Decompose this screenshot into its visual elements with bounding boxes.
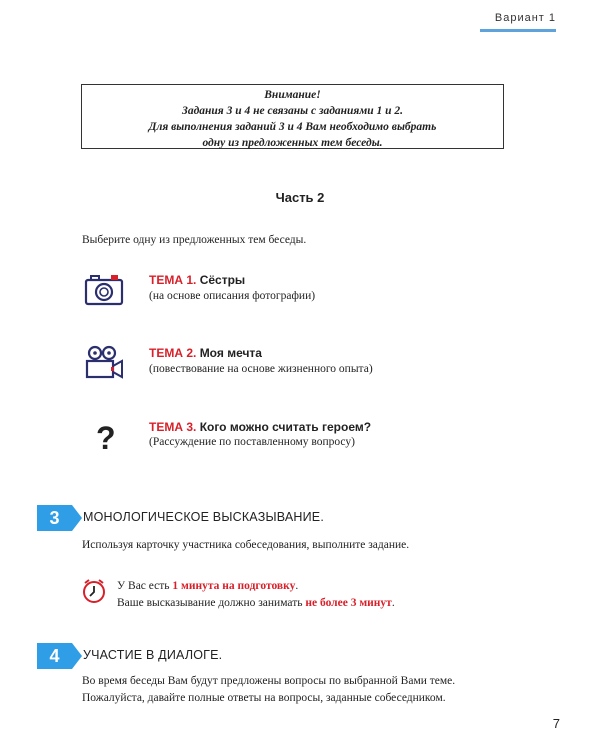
movie-camera-icon: [82, 343, 126, 383]
topic-3-name: Кого можно считать героем?: [199, 420, 372, 434]
page-number: 7: [552, 716, 560, 731]
variant-label: Вариант 1: [494, 12, 556, 24]
notice-box: [81, 84, 504, 149]
prep-time-line: [117, 580, 298, 592]
topic-1-label: ТЕМА 1.: [149, 273, 197, 287]
task-4-title: УЧАСТИЕ В ДИАЛОГЕ.: [83, 648, 223, 662]
topic-3-subtitle: (Рассуждение по поставленному вопросу): [149, 436, 355, 448]
topic-2-label: ТЕМА 2.: [149, 346, 197, 360]
notice-line: Внимание!: [264, 89, 321, 101]
prep-text: У Вас есть: [117, 580, 173, 592]
alarm-clock-icon: [81, 578, 107, 604]
answer-time-highlight: не более 3 минут: [305, 597, 392, 609]
task-3-badge: 3: [37, 505, 72, 531]
notice-line: Для выполнения заданий 3 и 4 Вам необходимо выбрать: [148, 121, 437, 133]
topic-2-name: Моя мечта: [199, 346, 262, 360]
topic-1-title: [149, 273, 245, 287]
part-title: Часть 2: [275, 190, 325, 205]
topic-3-label: ТЕМА 3.: [149, 420, 197, 434]
answer-time-line: [117, 597, 395, 609]
answer-text: Ваше высказывание должно занимать: [117, 597, 306, 609]
task-3-title: МОНОЛОГИЧЕСКОЕ ВЫСКАЗЫВАНИЕ.: [83, 510, 325, 524]
topic-2-subtitle: (повествование на основе жизненного опыта): [149, 363, 373, 375]
task-4-badge: 4: [37, 643, 72, 669]
topic-1-name: Сёстры: [199, 273, 246, 287]
topic-1-subtitle: (на основе описания фотографии): [149, 290, 316, 302]
task-4-text-line-1: Во время беседы Вам будут предложены вопросы по выбранной Вами теме.: [82, 675, 456, 687]
prep-time-highlight: 1 минута на подготовку: [172, 580, 296, 592]
task-3-text: Используя карточку участника собеседования, выполните задание.: [82, 539, 410, 551]
prep-period: .: [295, 580, 299, 592]
task-4-text-line-2: Пожалуйста, давайте полные ответы на вопросы, заданные собеседником.: [82, 692, 446, 704]
notice-line: Задания 3 и 4 не связаны с заданиями 1 и 2.: [181, 105, 404, 117]
topic-2-title: [149, 346, 262, 360]
topic-3-title: [149, 420, 371, 434]
notice-line: одну из предложенных тем беседы.: [202, 137, 383, 149]
answer-period: .: [391, 597, 395, 609]
question-mark-icon: [82, 418, 126, 458]
svg-text:?: ?: [96, 420, 116, 456]
camera-icon: [82, 270, 126, 310]
part-instruction: Выберите одну из предложенных тем беседы.: [82, 234, 307, 246]
variant-underline: [480, 29, 556, 32]
